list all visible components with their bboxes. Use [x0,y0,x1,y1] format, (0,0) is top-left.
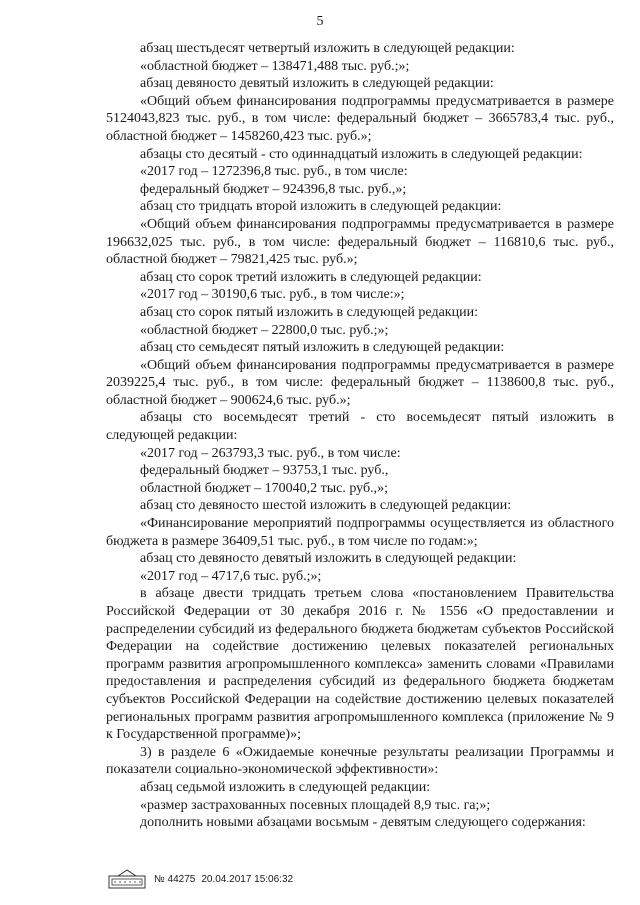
paragraph: «Общий объем финансирования подпрограммы предусматривается в размере 196632,025 тыс. руб., в том числе: федеральный бюджет – 116810,6 тыс. руб., областной бюджет – 79821,425 тыс. руб.»; [106,216,614,268]
paragraph: «2017 год – 263793,3 тыс. руб., в том числе: [140,445,401,461]
paragraph: абзац сто сорок пятый изложить в следующей редакции: [140,304,478,320]
paragraph: областной бюджет – 170040,2 тыс. руб.,»; [140,480,388,496]
document-timestamp: 20.04.2017 15:06:32 [201,873,294,885]
paragraph: «Финансирование мероприятий подпрограммы осуществляется из областного бюджета в размере 36409,51 тыс. руб., в том числе по годам:»; [106,516,614,549]
paragraph: «Общий объем финансирования подпрограммы предусматривается в размере 5124043,823 тыс. руб., в том числе: федеральный бюджет – 3665783,4 тыс. руб., областной бюджет – 1458260,423 тыс. руб.»; [106,93,614,144]
paragraph: абзац девяносто девятый изложить в следующей редакции: [140,76,494,92]
paragraph: абзац сто семьдесят пятый изложить в следующей редакции: [140,340,505,356]
paragraph: «размер застрахованных посевных площадей 8,9 тыс. га;»; [140,797,491,813]
paragraph: абзац сто тридцать второй изложить в следующей редакции: [140,199,502,215]
paragraph: абзац седьмой изложить в следующей редакции: [140,779,431,795]
paragraph: абзац сто девяносто девятый изложить в следующей редакции: [140,551,517,567]
document-body [106,40,614,832]
paragraph: абзацы сто десятый - сто одиннадцатый изложить в следующей редакции: [140,146,583,162]
seal-stamp-icon [108,868,146,890]
document-number: № 44275 [154,873,196,885]
paragraph: абзац сто сорок третий изложить в следующей редакции: [140,269,482,285]
paragraph: абзацы сто восемьдесят третий - сто восемьдесят пятый изложить в следующей редакции: [106,410,614,444]
paragraph: дополнить новыми абзацами восьмым - девятым следующего содержания: [140,815,586,831]
paragraph: «2017 год – 30190,6 тыс. руб., в том числе:»; [140,287,405,303]
paragraph: «2017 год – 4717,6 тыс. руб.;»; [140,568,322,584]
page-number: 5 [316,14,324,29]
document-footer [108,868,293,890]
paragraph: «2017 год – 1272396,8 тыс. руб., в том числе: [140,164,408,180]
paragraph: «областной бюджет – 22800,0 тыс. руб.;»; [140,322,389,338]
paragraph: 3) в разделе 6 «Ожидаемые конечные результаты реализации Программы и показатели социально-экономической эффективности»: [106,744,614,778]
paragraph: абзац шестьдесят четвертый изложить в следующей редакции: [140,41,515,56]
paragraph: федеральный бюджет – 93753,1 тыс. руб., [140,463,389,479]
paragraph: «Общий объем финансирования подпрограммы предусматривается в размере 2039225,4 тыс. руб., в том числе: федеральный бюджет – 1138600,8 тыс. руб., областной бюджет – 900624,6 тыс. руб.»; [106,357,614,408]
paragraph: «областной бюджет – 138471,488 тыс. руб.;»; [140,58,410,74]
paragraph: в абзаце двести тридцать третьем слова «постановлением Правительства Российской Федерации от 30 декабря 2016 г. № 1556 «О предоставлении и распределении субсидий из федерального бюджета бюджетам субъектов Российской Федерации на содействие достижению целевых показателей региональных программ развития агропромышленного комплекса» заменить словами «Правилами предоставления и распределения субсидий из федерального бюджета бюджетам субъектов Российской Федерации на содействие достижению целевых показателей региональных программ развития агропромышленного комплекса (приложение № 9 к Государственной программе)»; [106,586,614,743]
paragraph: федеральный бюджет – 924396,8 тыс. руб.,»; [140,181,407,197]
paragraph: абзац сто девяносто шестой изложить в следующей редакции: [140,498,512,514]
